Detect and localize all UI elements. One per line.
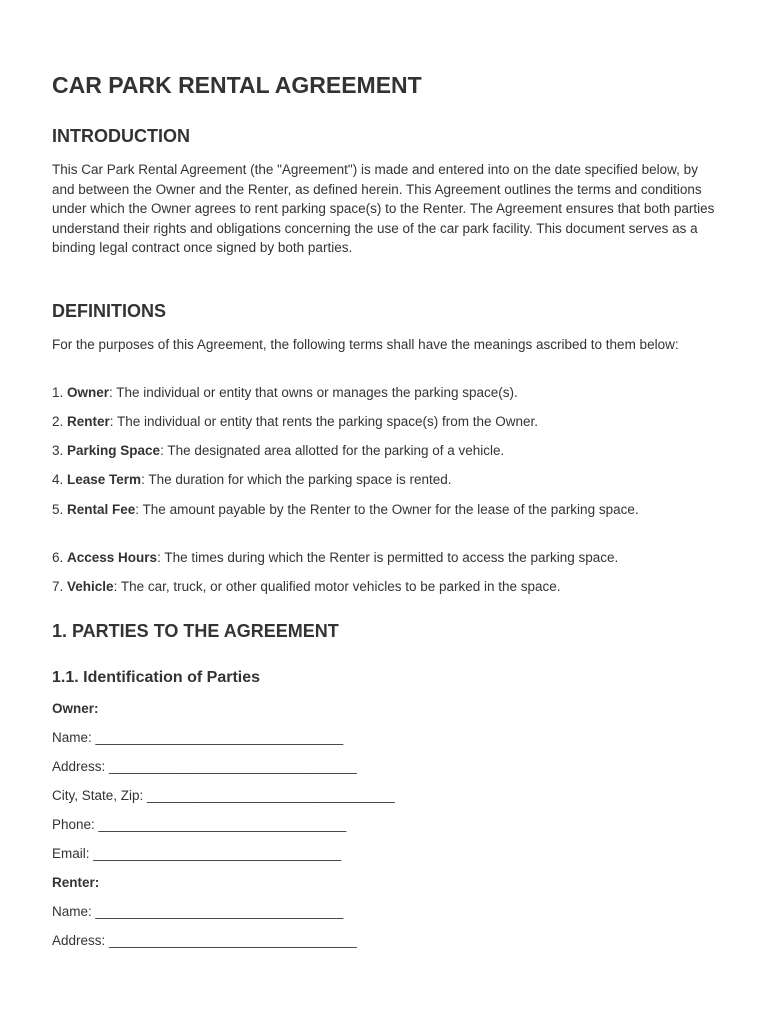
introduction-paragraph: This Car Park Rental Agreement (the "Agreement") is made and entered into on the date specified below, by and between the Owner and the Renter, as defined herein. This Agreement outlines the terms and conditions under which the Owner agrees to rent parking space(s) to the Renter. The Agreement ensures that both parties understand their rights and obligations concerning the use of the car park facility. This document serves as a binding legal contract once signed by both parties. — [52, 162, 715, 255]
owner-email-field: Email: _________________________________ — [52, 846, 342, 861]
definition-number: 1. — [52, 385, 68, 400]
definition-text: : The duration for which the parking space is rented. — [141, 472, 452, 487]
renter-label: Renter: — [52, 875, 100, 890]
definition-text: : The times during which the Renter is permitted to access the parking space. — [157, 550, 619, 565]
definition-term: Renter — [67, 414, 110, 429]
definition-item — [52, 470, 452, 490]
definitions-heading: DEFINITIONS — [52, 301, 167, 321]
definition-item — [52, 500, 722, 520]
definition-item — [52, 577, 561, 597]
definition-number: 7. — [52, 579, 68, 594]
definition-text: : The individual or entity that rents the parking space(s) from the Owner. — [109, 414, 538, 429]
definition-term: Rental Fee — [67, 502, 136, 517]
definition-item — [52, 412, 538, 432]
document-title: CAR PARK RENTAL AGREEMENT — [52, 72, 422, 98]
definition-term: Vehicle — [67, 579, 114, 594]
definition-text: : The individual or entity that owns or manages the parking space(s). — [109, 385, 518, 400]
owner-city-field: City, State, Zip: _________________________________ — [52, 788, 395, 803]
definition-term: Access Hours — [67, 550, 158, 565]
definition-term: Parking Space — [67, 443, 161, 458]
introduction-heading: INTRODUCTION — [52, 126, 190, 146]
definition-term: Lease Term — [67, 472, 142, 487]
definition-number: 2. — [52, 414, 68, 429]
definition-number: 5. — [52, 502, 68, 517]
owner-phone-field: Phone: _________________________________ — [52, 817, 347, 832]
definition-number: 3. — [52, 443, 68, 458]
definitions-intro: For the purposes of this Agreement, the following terms shall have the meanings ascribed to them below: — [52, 337, 679, 352]
owner-address-field: Address: _________________________________ — [52, 759, 357, 774]
definition-item — [52, 383, 518, 403]
parties-subheading: 1.1. Identification of Parties — [52, 669, 261, 686]
definition-item — [52, 548, 618, 568]
definition-text: : The designated area allotted for the parking of a vehicle. — [160, 443, 505, 458]
definition-number: 4. — [52, 472, 68, 487]
definition-text: : The car, truck, or other qualified motor vehicles to be parked in the space. — [113, 579, 561, 594]
definition-term: Owner — [67, 385, 110, 400]
definition-number: 6. — [52, 550, 68, 565]
owner-label: Owner: — [52, 701, 99, 716]
renter-name-field: Name: _________________________________ — [52, 904, 344, 919]
parties-heading: 1. PARTIES TO THE AGREEMENT — [52, 621, 339, 641]
renter-address-field: Address: _________________________________ — [52, 933, 357, 948]
owner-name-field: Name: _________________________________ — [52, 730, 344, 745]
definition-text: : The amount payable by the Renter to the Owner for the lease of the parking space. — [135, 502, 639, 517]
definition-item — [52, 441, 504, 461]
